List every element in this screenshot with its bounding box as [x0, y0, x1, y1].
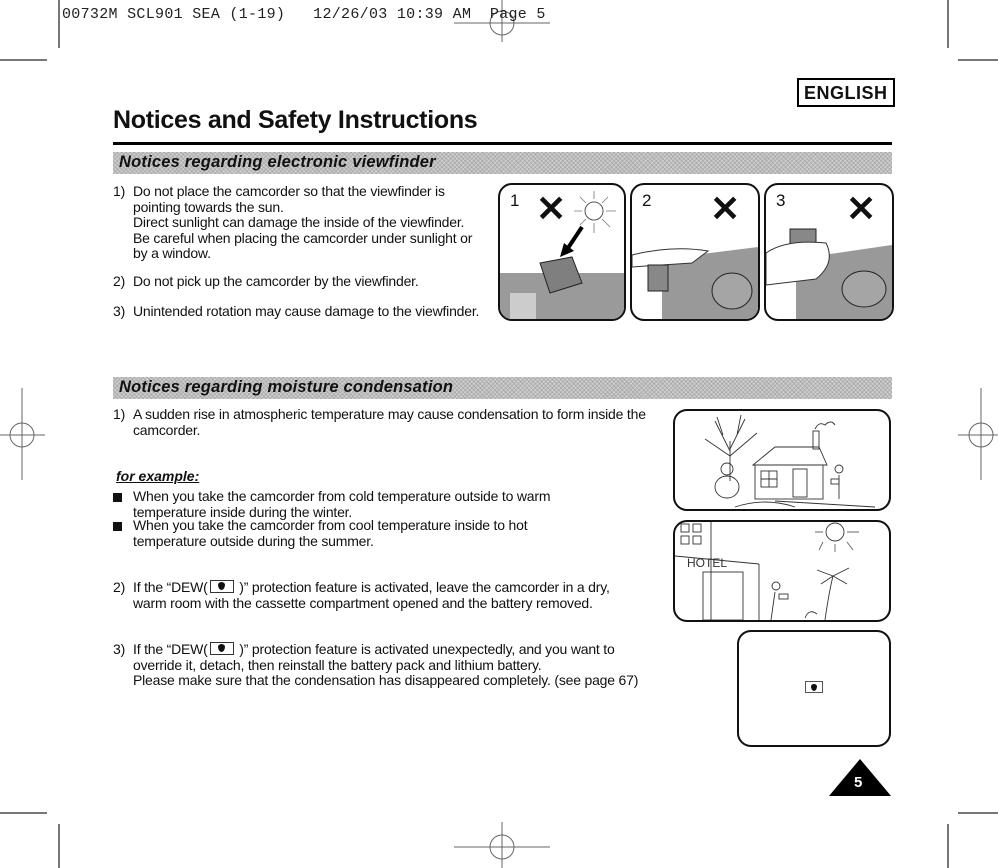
- section-heading-viewfinder: [113, 152, 892, 174]
- figure-winter-scene: [673, 409, 891, 511]
- section-heading-text: Notices regarding electronic viewfinder: [119, 153, 436, 171]
- title-rule: [113, 142, 892, 145]
- camcorder-illustration-icon: [766, 223, 892, 319]
- example-label: for example:: [116, 468, 200, 484]
- winter-scene-illustration-icon: [675, 411, 889, 509]
- crop-mark: [958, 59, 998, 61]
- crop-mark: [958, 812, 998, 814]
- figure-viewfinder-display: [737, 630, 891, 747]
- figure-sun: 1 ✕: [498, 183, 626, 321]
- dew-indicator-icon: [210, 642, 234, 655]
- crop-mark: [0, 59, 47, 61]
- prohibited-x-icon: ✕: [846, 188, 877, 229]
- registration-mark-icon: [958, 388, 998, 482]
- dew-indicator-icon: [210, 580, 234, 593]
- bullet-square-icon: [113, 522, 122, 531]
- page-number-badge: [829, 759, 891, 796]
- crop-mark: [947, 824, 949, 868]
- crop-mark: [58, 824, 60, 868]
- crop-mark: [947, 0, 949, 48]
- page-title: Notices and Safety Instructions: [113, 106, 478, 134]
- bullet-square-icon: [113, 493, 122, 502]
- prohibited-x-icon: ✕: [536, 188, 567, 229]
- camcorder-illustration-icon: [500, 253, 624, 319]
- summer-scene-illustration-icon: [675, 522, 889, 620]
- figure-rotation: 3 ✕: [764, 183, 894, 321]
- section-heading-condensation: [113, 377, 892, 399]
- page-number: 5: [854, 774, 863, 791]
- language-badge: ENGLISH: [797, 78, 895, 107]
- print-slug: 00732M SCL901 SEA (1-19) 12/26/03 10:39 AM Page 5: [62, 6, 546, 23]
- registration-mark-icon: [0, 388, 48, 482]
- figure-summer-scene: [673, 520, 891, 622]
- hotel-sign: HOTEL: [687, 556, 728, 570]
- dew-indicator-icon: [805, 681, 823, 693]
- figure-pickup: 2 ✕: [630, 183, 760, 321]
- registration-mark-icon: [452, 822, 552, 868]
- crop-mark: [58, 0, 60, 48]
- section-heading-text: Notices regarding moisture condensation: [119, 378, 454, 396]
- prohibited-x-icon: ✕: [710, 188, 741, 229]
- crop-mark: [0, 812, 47, 814]
- camcorder-illustration-icon: [632, 241, 758, 319]
